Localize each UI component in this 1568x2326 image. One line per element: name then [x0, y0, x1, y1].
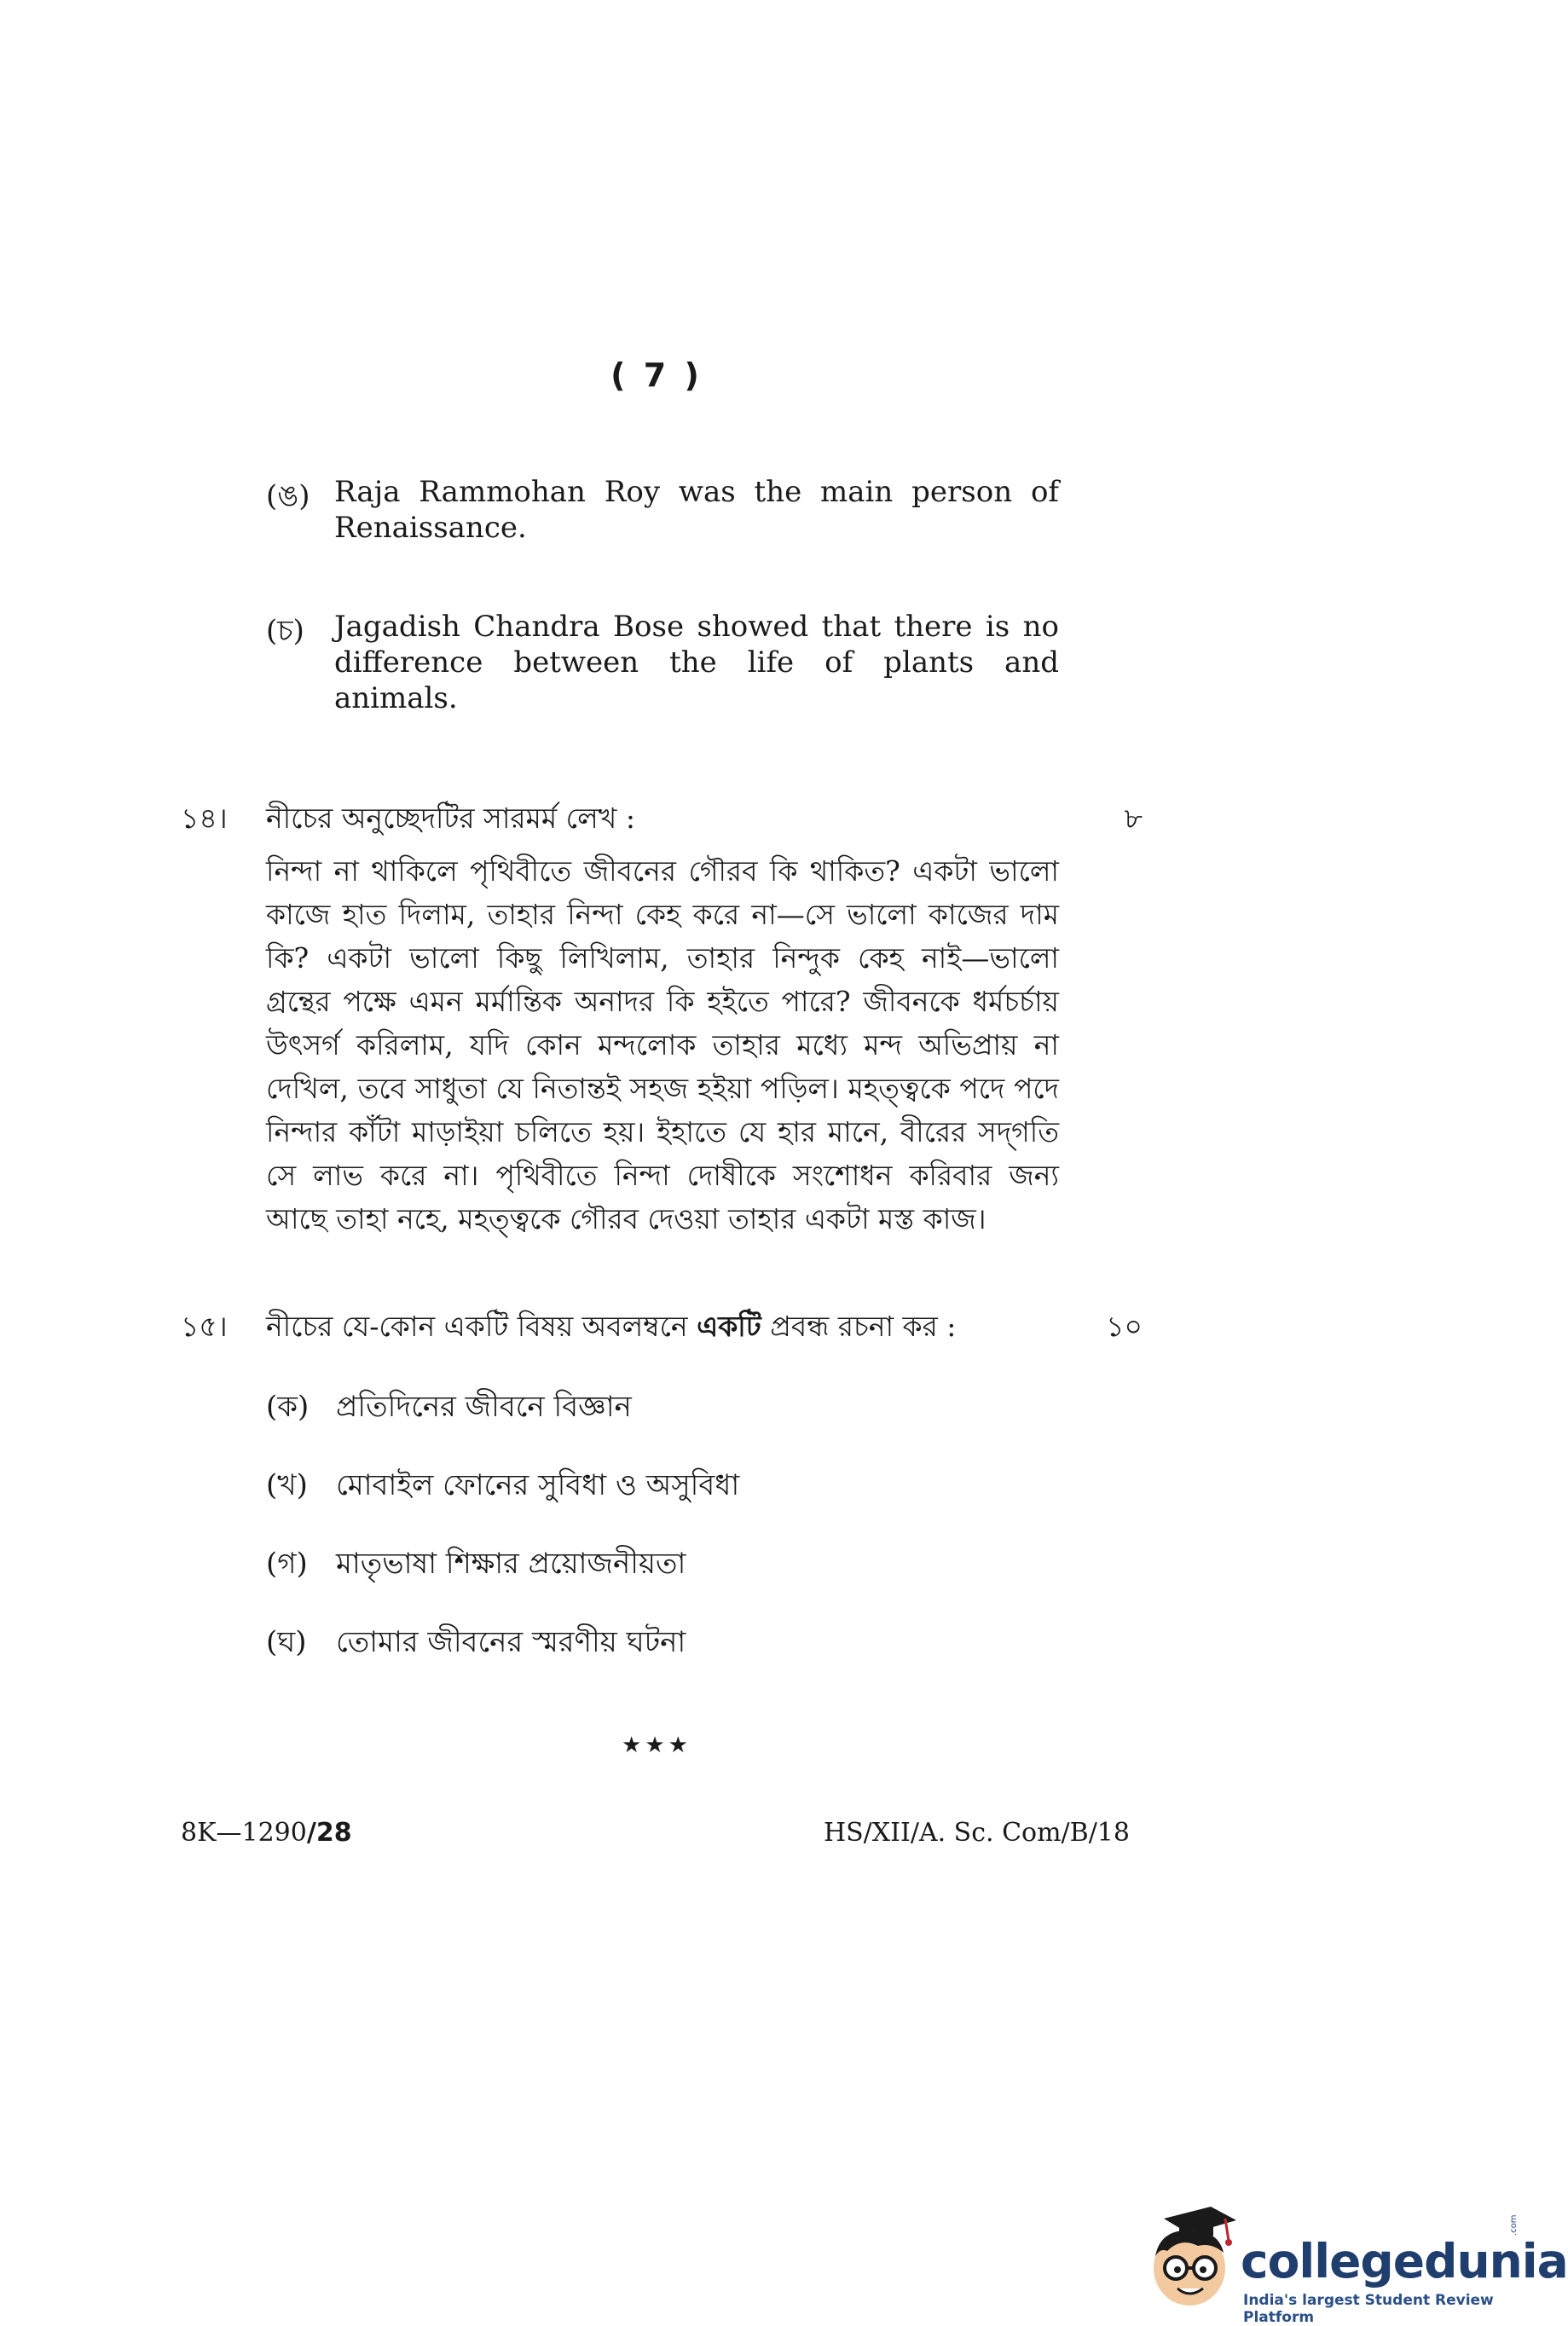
end-marker: ★★★ [622, 1733, 691, 1758]
collegedunia-watermark [1130, 2200, 1568, 2326]
question-15-prompt [266, 1305, 956, 1352]
option-label: (ক) [266, 1390, 310, 1424]
passage-line: কাজে হাত দিলাম, তাহার নিন্দা কেহ করে না—সে ভালো কাজের দাম [266, 898, 1059, 931]
item-label: (ঙ) [266, 479, 310, 513]
footer-code-bold: /28 [306, 1818, 352, 1848]
prompt-text: প্রবন্ধ রচনা কর : [761, 1310, 957, 1343]
essay-option-c [266, 1542, 686, 1590]
option-text: প্রতিদিনের জীবনে বিজ্ঞান [336, 1390, 632, 1424]
option-label: (খ) [266, 1468, 308, 1502]
page-number: ( 7 ) [610, 356, 703, 394]
footer-code [181, 1818, 352, 1848]
passage-line: আছে তাহা নহে, মহত্ত্বকে গৌরব দেওয়া তাহার একটা মস্ত কাজ। [266, 1202, 987, 1235]
brand-tagline: India's largest Student Review Platform [1243, 2292, 1494, 2326]
option-text: মোবাইল ফোনের সুবিধা ও অসুবিধা [336, 1468, 740, 1502]
item-text: Raja Rammohan Roy was the main person of Renaissance. [334, 475, 1059, 545]
option-label: (ঘ) [266, 1625, 307, 1659]
mascot-icon [1130, 2200, 1245, 2319]
essay-option-b [266, 1463, 739, 1512]
question-14-prompt: নীচের অনুচ্ছেদটির সারমর্ম লেখ : [266, 801, 635, 835]
question-15-number: ১৫। [181, 1310, 228, 1343]
passage-line: গ্রন্থের পক্ষে এমন মর্মান্তিক অনাদর কি হইতে পারে? জীবনকে ধর্মচর্চায় [266, 985, 1059, 1018]
passage-line: দেখিল, তবে সাধুতা যে নিতান্তই সহজ হইয়া পড়িল। মহত্ত্বকে পদে পদে [266, 1072, 1059, 1105]
option-text: মাতৃভাষা শিক্ষার প্রয়োজনীয়তা [336, 1547, 686, 1581]
question-14-number: ১৪। [181, 801, 228, 835]
option-label: (গ) [266, 1547, 308, 1581]
option-text: তোমার জীবনের স্মরণীয় ঘটনা [336, 1625, 686, 1659]
question-14-passage [266, 849, 1059, 1241]
item-text: Jagadish Chandra Bose showed that there is no difference between the life of plants and animals. [334, 610, 1059, 715]
footer-code-prefix: 8K—1290 [181, 1818, 307, 1848]
essay-option-a [266, 1385, 632, 1433]
item-label: (চ) [266, 614, 304, 648]
essay-option-d [266, 1620, 686, 1669]
passage-line: সে লাভ করে না। পৃথিবীতে নিন্দা দোষীকে সংশোধন করিবার জন্য [266, 1159, 1059, 1192]
passage-line: নিন্দা না থাকিলে পৃথিবীতে জীবনের গৌরব কি থাকিত? একটা ভালো [266, 854, 1059, 888]
passage-line: উৎসর্গ করিলাম, যদি কোন মন্দলোক তাহার মধ্যে মন্দ অভিপ্রায় না [266, 1028, 1059, 1062]
passage-line: নিন্দার কাঁটা মাড়াইয়া চলিতে হয়। ইহাতে যে হার মানে, বীরের সদ্‌গতি [266, 1115, 1059, 1149]
english-item-e [266, 474, 1059, 551]
brand-name: collegedunia [1241, 2234, 1568, 2288]
passage-line: কি? একটা ভালো কিছু লিখিলাম, তাহার নিন্দুক কেহ নাই—ভালো [266, 941, 1059, 975]
question-15-marks: ১০ [1106, 1310, 1143, 1343]
english-item-f [266, 609, 1059, 720]
question-14-marks: ৮ [1124, 801, 1143, 835]
footer-paper-code: HS/XII/A. Sc. Com/B/18 [823, 1818, 1130, 1848]
prompt-emphasis: একটি [697, 1310, 761, 1343]
brand-domain: .com [1509, 2214, 1519, 2236]
prompt-text: নীচের যে-কোন একটি বিষয় অবলম্বনে [266, 1310, 697, 1343]
